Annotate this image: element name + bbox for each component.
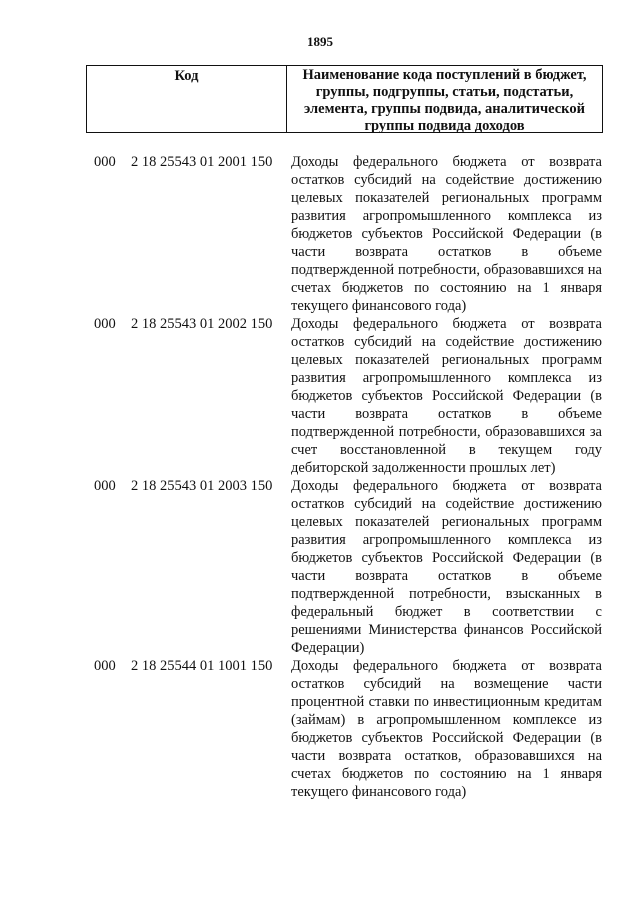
table-row bbox=[0, 657, 640, 801]
table-row bbox=[0, 477, 640, 657]
page-number: 1895 bbox=[307, 34, 333, 49]
row-admin-code: 000 bbox=[94, 658, 116, 674]
row-income-code: 2 18 25543 01 2003 150 bbox=[131, 478, 273, 494]
row-income-code: 2 18 25543 01 2002 150 bbox=[131, 316, 273, 332]
code-list bbox=[0, 153, 640, 801]
row-income-code: 2 18 25544 01 1001 150 bbox=[131, 658, 273, 674]
header-code-column: Код bbox=[87, 66, 287, 132]
row-description: Доходы федерального бюджета от возврата остатков субсидий на содействие достижению целевых показателей региональных программ развития агропромышленного комплекса из бюджетов субъектов Российской Федерации (в части возврата остатков в объеме подтвержденной потребности, образовавшихся на счетах бюджетов по состоянию на 1 января текущего финансового года) bbox=[291, 154, 602, 314]
table-header bbox=[86, 65, 603, 133]
table-row bbox=[0, 315, 640, 477]
row-description: Доходы федерального бюджета от возврата остатков субсидий на содействие достижению целевых показателей региональных программ развития агропромышленного комплекса из бюджетов субъектов Российской Федерации (в части возврата остатков в объеме подтвержденной потребности, взысканных в федеральный бюджет в соответствии с решениями Министерства финансов Российской Федерации) bbox=[291, 478, 602, 656]
row-admin-code: 000 bbox=[94, 154, 116, 170]
row-admin-code: 000 bbox=[94, 316, 116, 332]
table-row bbox=[0, 153, 640, 315]
header-name-column: Наименование кода поступлений в бюджет, группы, подгруппы, статьи, подстатьи, элемента, группы подвида, аналитической группы подвида доходов bbox=[302, 67, 587, 134]
row-income-code: 2 18 25543 01 2001 150 bbox=[131, 154, 273, 170]
row-description: Доходы федерального бюджета от возврата остатков субсидий на содействие достижению целевых показателей региональных программ развития агропромышленного комплекса из бюджетов субъектов Российской Федерации (в части возврата остатков в объеме подтвержденной потребности, образовавшихся за счет восстановленной в текущем году дебиторской задолженности прошлых лет) bbox=[291, 316, 602, 476]
row-admin-code: 000 bbox=[94, 478, 116, 494]
row-description: Доходы федерального бюджета от возврата остатков субсидий на возмещение части процентной ставки по инвестиционным кредитам (займам) в агропромышленном комплексе из бюджетов субъектов Российской Федерации (в части возврата остатков, образовавшихся на счетах бюджетов по состоянию на 1 января текущего финансового года) bbox=[291, 658, 602, 800]
